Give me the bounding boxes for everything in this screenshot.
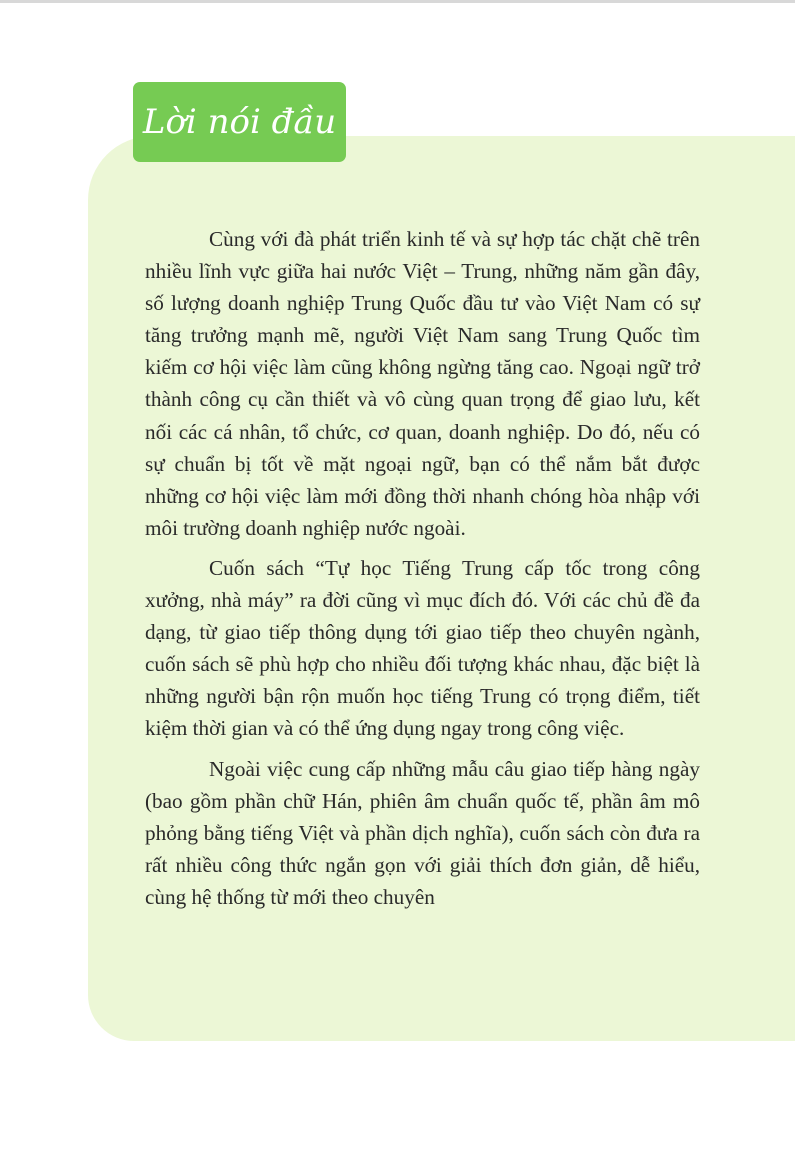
page-top-edge xyxy=(0,0,795,3)
heading-box xyxy=(133,82,346,162)
page-title: Lời nói đầu xyxy=(142,102,337,142)
paragraph-2: Cuốn sách “Tự học Tiếng Trung cấp tốc trong công xưởng, nhà máy” ra đời cũng vì mục đích đó. Với các chủ đề đa dạng, từ giao tiếp thông dụng tới giao tiếp theo chuyên ngành, cuốn sách sẽ phù hợp cho nhiều đối tượng khác nhau, đặc biệt là những người bận rộn muốn học tiếng Trung có trọng điểm, tiết kiệm thời gian và có thể ứng dụng ngay trong công việc. xyxy=(145,555,700,741)
paragraph-1: Cùng với đà phát triển kinh tế và sự hợp tác chặt chẽ trên nhiều lĩnh vực giữa hai nước Việt – Trung, những năm gần đây, số lượng doanh nghiệp Trung Quốc đầu tư vào Việt Nam có sự tăng trưởng mạnh mẽ, người Việt Nam sang Trung Quốc tìm kiếm cơ hội việc làm cũng không ngừng tăng cao. Ngoại ngữ trở thành công cụ cần thiết và vô cùng quan trọng để giao lưu, kết nối các cá nhân, tổ chức, cơ quan, doanh nghiệp. Do đó, nếu có sự chuẩn bị tốt về mặt ngoại ngữ, bạn có thể nắm bắt được những cơ hội việc làm mới đồng thời nhanh chóng hòa nhập với môi trường doanh nghiệp nước ngoài. xyxy=(145,227,700,540)
preface-body xyxy=(145,223,700,913)
paragraph-3: Ngoài việc cung cấp những mẫu câu giao tiếp hàng ngày (bao gồm phần chữ Hán, phiên âm chuẩn quốc tế, phần âm mô phỏng bằng tiếng Việt và phần dịch nghĩa), cuốn sách còn đưa ra rất nhiều công thức ngắn gọn với giải thích đơn giản, dễ hiểu, cùng hệ thống từ mới theo chuyên xyxy=(145,756,700,909)
